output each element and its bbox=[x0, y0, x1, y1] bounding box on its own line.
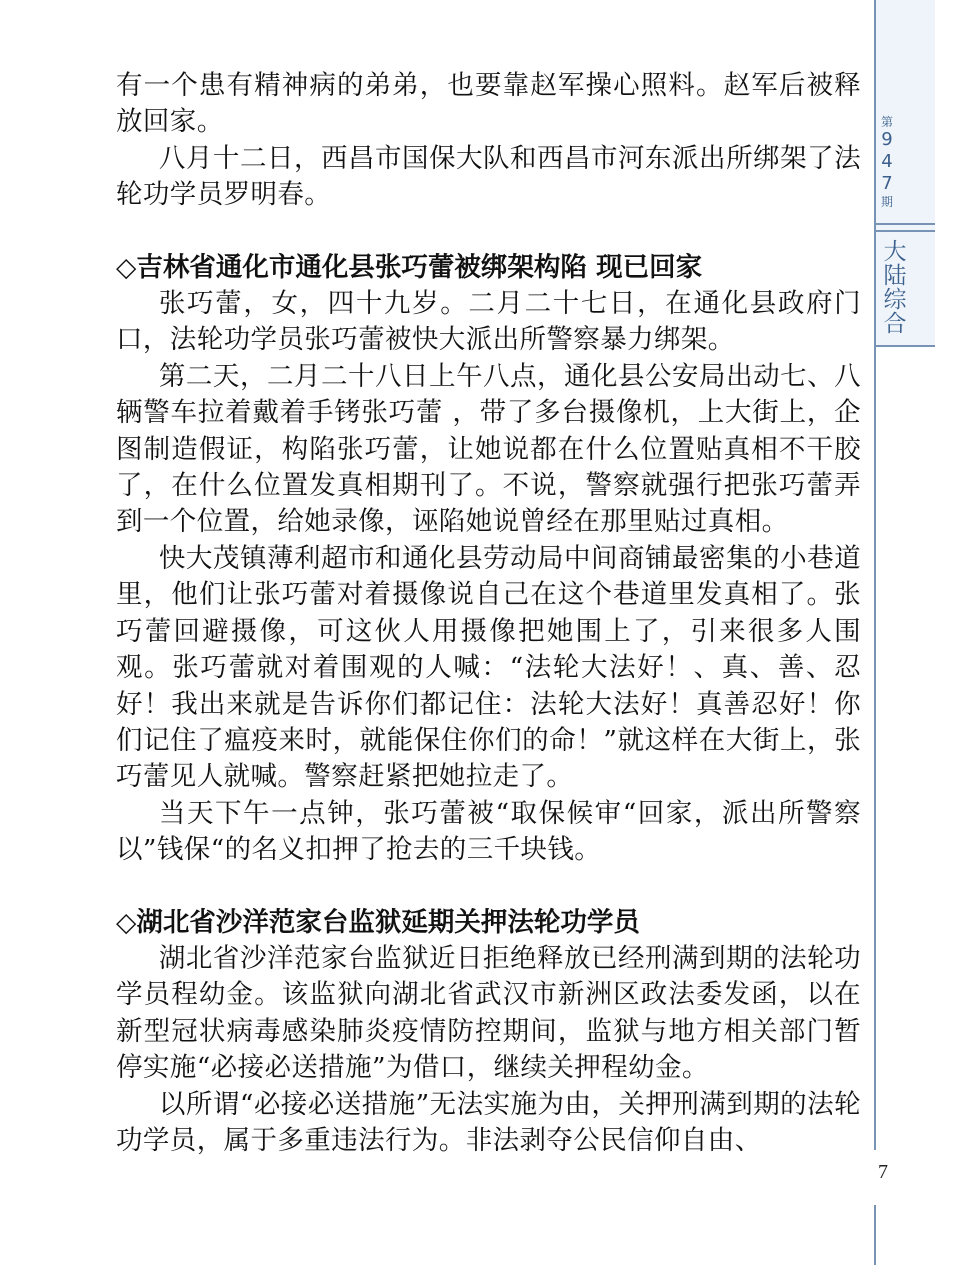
paragraph: 快大茂镇薄利超市和通化县劳动局中间商铺最密集的小巷道里，他们让张巧蕾对着摄像说自己在这个巷道里发真相了。张巧蕾回避摄像，可这伙人用摄像把她围上了，引来很多人围观。张巧蕾就对着围观的人喊：“法轮大法好！、真、善、忍好！我出来就是告诉你们都记住：法轮大法好！真善忍好！你们记住了瘟疫来时，就能保住你们的命！”就这样在大街上，张巧蕾见人就喊。警察赶紧把她拉走了。 bbox=[116, 542, 861, 793]
issue-prefix: 第 bbox=[880, 115, 893, 129]
section-heading: ◇吉林省通化市通化县张巧蕾被绑架构陷 现已回家 bbox=[116, 251, 703, 283]
issue-digit: 4 bbox=[881, 151, 893, 172]
section-gap bbox=[116, 214, 861, 250]
paragraph: 八月十二日，西昌市国保大队和西昌市河东派出所绑架了法轮功学员罗明春。 bbox=[116, 142, 861, 211]
paragraph: 有一个患有精神病的弟弟，也要靠赵军操心照料。赵军后被释放回家。 bbox=[116, 70, 861, 138]
section-heading: ◇湖北省沙洋范家台监狱延期关押法轮功学员 bbox=[116, 906, 640, 938]
issue-suffix: 期 bbox=[880, 195, 893, 209]
section-char: 综 bbox=[883, 287, 907, 313]
section-char: 陆 bbox=[883, 263, 907, 289]
sidebar-rule-upper-2 bbox=[874, 230, 935, 232]
sidebar-divider-bottom bbox=[874, 1205, 876, 1265]
sidebar-rule-lower bbox=[874, 345, 935, 347]
paragraph: 张巧蕾，女，四十九岁。二月二十七日，在通化县政府门口，法轮功学员张巧蕾被快大派出所警察暴力绑架。 bbox=[116, 288, 861, 356]
section-title bbox=[880, 240, 910, 336]
issue-digit: 9 bbox=[881, 129, 893, 150]
paragraph: 湖北省沙洋范家台监狱近日拒绝释放已经刑满到期的法轮功学员程幼金。该监狱向湖北省武汉市新洲区政法委发函，以在新型冠状病毒感染肺炎疫情防控期间，监狱与地方相关部门暂停实施“必接必送措施”为借口，继续关押程幼金。 bbox=[116, 942, 861, 1084]
sidebar-rule-upper bbox=[874, 223, 935, 225]
paragraph: 当天下午一点钟，张巧蕾被“取保候审“回家，派出所警察以”钱保“的名义扣押了抢去的三千块钱。 bbox=[116, 797, 861, 866]
paragraph: 以所谓“必接必送措施”无法实施为由，关押刑满到期的法轮功学员，属于多重违法行为。非法剥夺公民信仰自由、 bbox=[116, 1088, 861, 1156]
section-gap bbox=[116, 869, 861, 905]
article-body bbox=[116, 68, 861, 1159]
issue-digit: 7 bbox=[881, 173, 893, 194]
issue-number bbox=[875, 115, 899, 209]
section-char: 大 bbox=[883, 239, 907, 265]
section-char: 合 bbox=[883, 311, 907, 337]
paragraph: 第二天，二月二十八日上午八点，通化县公安局出动七、八辆警车拉着戴着手铐张巧蕾 ，带了多台摄像机，上大街上，企图制造假证，构陷张巧蕾，让她说都在什么位置贴真相不干胶了，在什么位置发真相期刊了。不说，警察就强行把张巧蕾弄到一个位置，给她录像，诬陷她说曾经在那里贴过真相。 bbox=[116, 360, 861, 538]
page-number: 7 bbox=[878, 1161, 888, 1183]
